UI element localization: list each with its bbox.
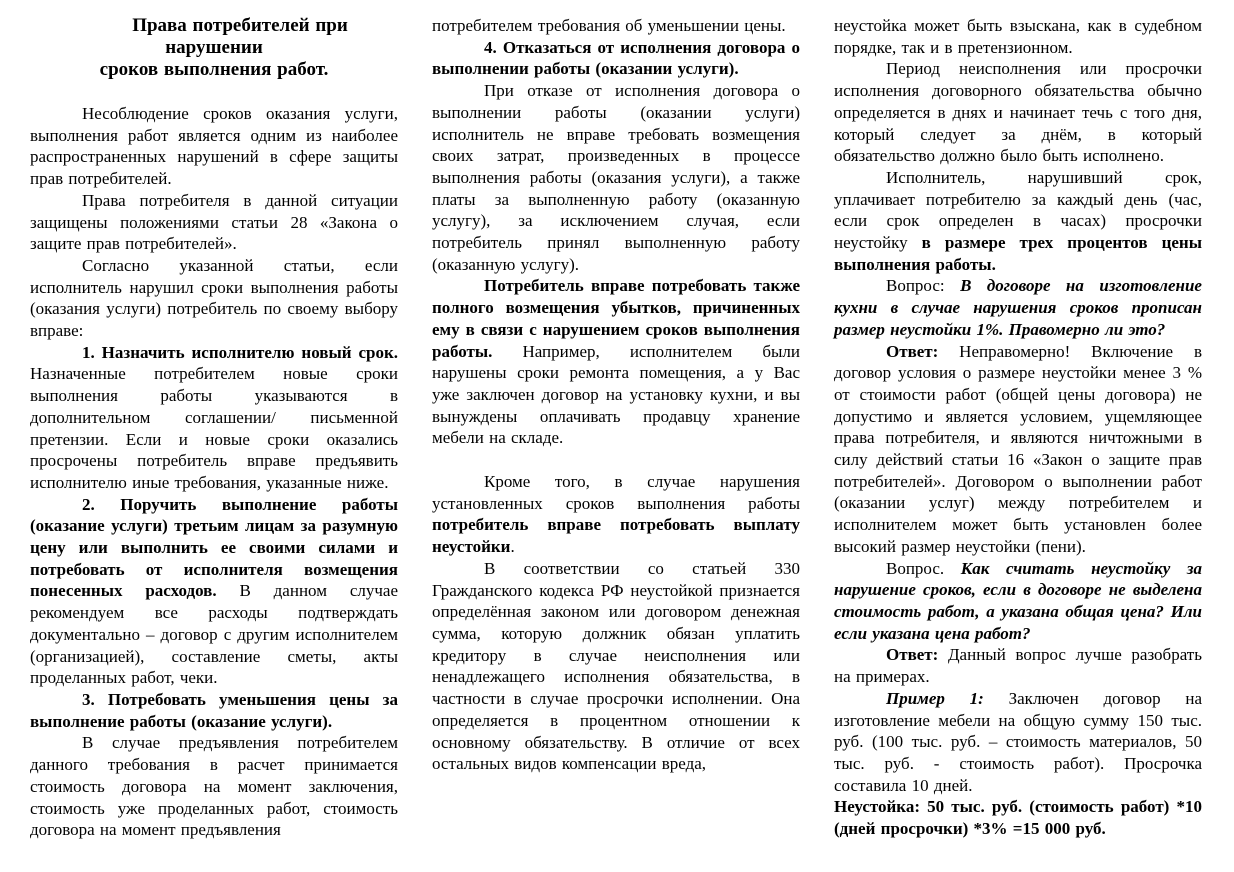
text-run: Данный вопрос лучше разобрать на примерах. [834,645,1202,687]
text-run: Согласно указанной статьи, если исполнитель нарушил сроки выполнения работы (оказания услуги) потребитель по своему выбору вправе: [30,255,398,341]
paragraph [432,275,800,449]
text-run: При отказе от исполнения договора о выполнении работы (оказании услуги) исполнитель не вправе требовать возмещения своих затрат, произведенных в процессе выполнения работы (оказания услуги), а также платы за выполненную работу (оказанную услугу), за исключением случая, если потребитель принял выполненную работу (оказанную услугу). [432,81,800,274]
text-run: Неустойка: 50 тыс. руб. (стоимость работ) *10 (дней просрочки) *3% =15 000 руб. [834,797,1202,839]
paragraph [834,167,1202,276]
paragraph [432,558,800,775]
text-run: Вопрос. [886,558,961,578]
paragraph [834,688,1202,797]
text-run: Назначенные потребителем новые сроки выполнения работы указываются в дополнительном соглашении/ письменной претензии. Если и новые сроки оказались просрочены потребитель вправе предъявить исполнителю иные требования, указанные ниже. [30,364,398,492]
text-run: Кроме того, в случае нарушения установленных сроков выполнения работы [432,472,800,513]
paragraph [30,689,398,732]
paragraph [834,796,1202,839]
column-2 [432,15,800,872]
text-run: сроков выполнения работ. [99,59,329,80]
paragraph [834,644,1202,687]
column-1 [30,15,398,872]
text-run: Например, исполнителем были нарушены сроки ремонта помещения, а у Вас уже заключен договор на установку кухни, и вы вынуждены оплачивать продавцу хранение мебели на складе. [432,341,800,448]
text-run: Неправомерно! Включение в договор условия о размере неустойки менее 3 % от стоимости работ (общей цены договора) не допустимо и является условием, ущемляющее права потребителя, и являются ничтожными в силу действий статьи 16 «Закон о защите прав потребителей». Договором о выполнении работ (оказании услуг) между потребителем и исполнителем может быть установлен более высокий размер неустойки (пени). [834,341,1202,556]
text-run: Несоблюдение сроков оказания услуги, выполнения работ является одним из наиболее распространенных нарушений в сфере защиты прав потребителей. [30,104,398,189]
paragraph [30,732,398,841]
paragraph [432,15,800,37]
spacer-line [30,81,398,103]
text-run: Исполнитель, нарушивший срок, уплачивает потребителю за каждый день (час, если срок определен в часах) просрочки неустойку [834,167,1202,253]
text-run: В случае предъявления потребителем данного требования в расчет принимается стоимость договора на момент заключения, стоимость уже проделанных работ, стоимость договора на момент предъявления [30,733,398,840]
paragraph [30,190,398,255]
text-run: Как считать неустойку за нарушение сроков, если в договоре не выделена стоимость работ, а указана общая цена? Или если указана цена работ? [834,558,1203,643]
text-run: Вопрос: [886,276,961,296]
text-run: В договоре на изготовление кухни в случае нарушения сроков прописан размер неустойки 1%. Правомерно ли это? [834,276,1202,339]
text-run: Пример 1: [886,688,984,708]
text-run: Права потребителей при нарушении [132,15,348,58]
text-run: 2. Поручить выполнение работы (оказание услуги) третьим лицам за разумную цену или выполнить ее своими силами и потребовать от исполнителя возмещения понесенных расходов. [30,494,398,601]
text-run: Потребитель вправе потребовать также полного возмещения убытков, причиненных ему в связи с нарушением сроков выполнения работы. [432,276,800,361]
text-run: В соответствии со статьей 330 Гражданского кодекса РФ неустойкой признается определённая законом или договором денежная сумма, которую должник обязан уплатить кредитору в случае неисполнения или ненадлежащего исполнения обязательства, в частности в случае просрочки исполнении. Она определяется в процентном отношении к основному обязательству. В отличие от всех остальных видов компенсации вреда, [432,558,800,774]
paragraph [30,103,398,190]
paragraph [432,37,800,80]
text-run: 4. Отказаться от исполнения договора о выполнении работы (оказании услуги). [432,37,800,79]
paragraph [30,494,398,689]
column-3 [834,15,1202,872]
text-run: 3. Потребовать уменьшения цены за выполнение работы (оказание услуги). [30,689,398,731]
text-run: в размере трех процентов цены выполнения работы. [834,233,1202,274]
paragraph [834,15,1202,58]
text-run: потребитель вправе потребовать выплату неустойки [432,515,800,557]
paragraph [432,80,800,275]
text-run: 1. Назначить исполнителю новый срок. [82,342,398,362]
text-run: Права потребителя в данной ситуации защищены положениями статьи 28 «Закона о защите прав потребителей». [30,190,398,254]
paragraph [834,275,1202,340]
text-run: Период неисполнения или просрочки исполнения договорного обязательства обычно определяется в днях и начинает течь с того дня, который следует за днём, в который обязательство должно было быть исполнено. [834,59,1202,166]
paragraph [834,58,1202,167]
text-run: В данном случае рекомендуем все расходы подтверждать документально – договор с другим исполнителем (организацией), составление сметы, акты проделанных работ, чеки. [30,581,398,688]
paragraph [30,342,398,494]
document-title [30,15,398,81]
paragraph [432,471,800,558]
spacer-line [432,449,800,471]
paragraph [30,255,398,342]
text-run: неустойка может быть взыскана, как в судебном порядке, так и в претензионном. [834,16,1202,57]
text-run: Ответ: [886,341,939,361]
paragraph [834,558,1202,645]
text-run: Ответ: [886,645,939,665]
text-run: Заключен договор на изготовление мебели на общую сумму 150 тыс. руб. (100 тыс. руб. – стоимость материалов, 50 тыс. руб. - стоимость работ). Просрочка составила 10 дней. [834,688,1202,795]
paragraph [834,341,1202,558]
text-run: потребителем требования об уменьшении цены. [432,16,786,35]
text-run: . [510,537,515,557]
